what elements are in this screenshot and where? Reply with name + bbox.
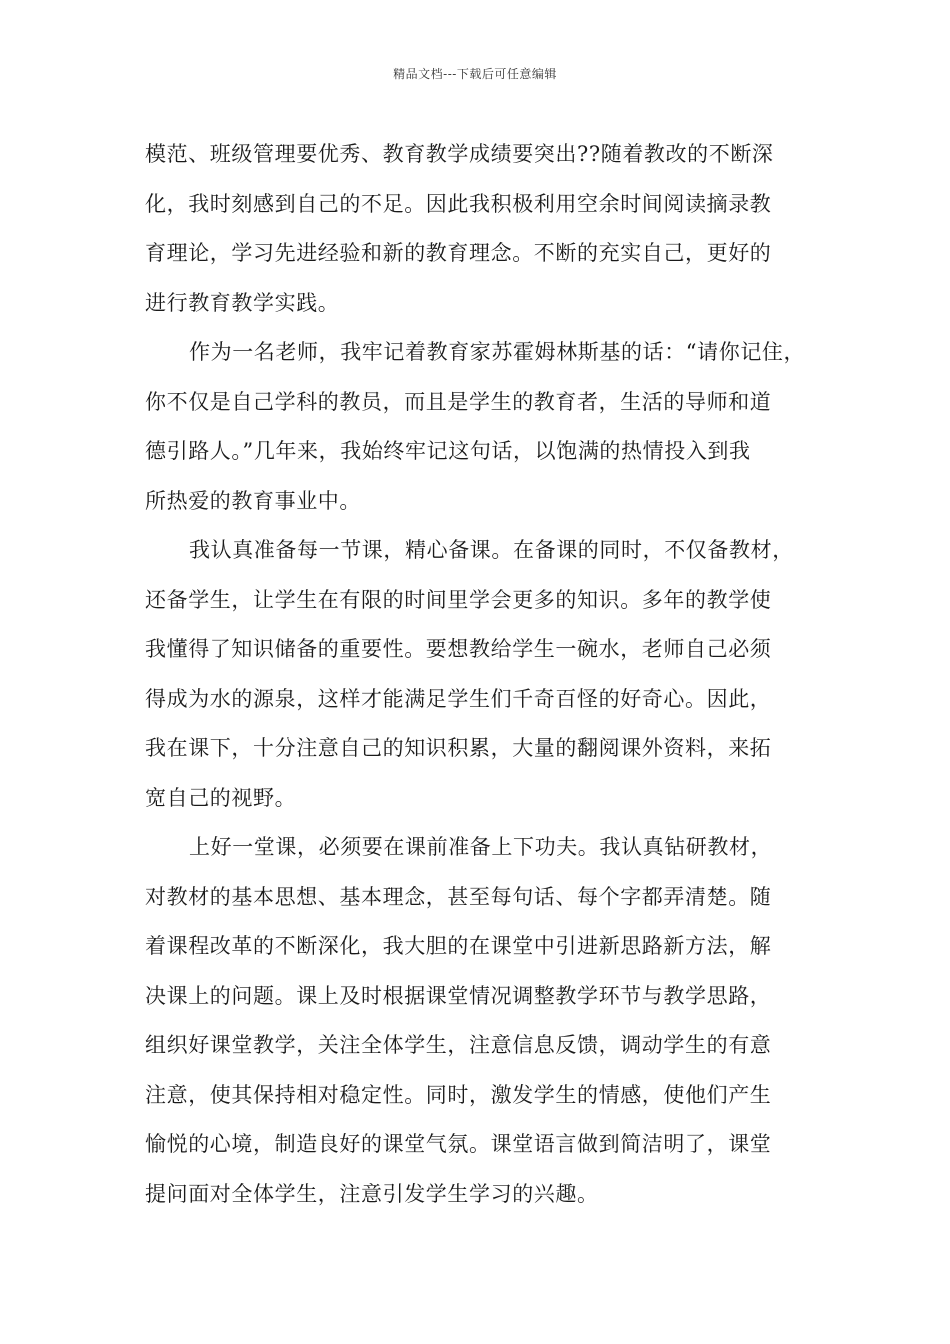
text-line: 还备学生，让学生在有限的时间里学会更多的知识。多年的教学使: [145, 587, 772, 612]
paragraph: [145, 526, 810, 823]
text-line: 愉悦的心境，制造良好的课堂气氛。课堂语言做到简洁明了，课堂: [145, 1132, 772, 1156]
paragraph: [145, 130, 810, 328]
paragraph: [145, 328, 810, 526]
text-line: 着课程改革的不断深化，我大胆的在课堂中引进新思路新方法，解: [145, 934, 772, 958]
text-line: 所热爱的教育事业中。: [145, 488, 361, 513]
text-line: 提问面对全体学生，注意引发学生学习的兴趣。: [145, 1181, 599, 1206]
page-header: 精品文档---下载后可任意编辑: [393, 67, 557, 81]
text-line: 德引路人。”几年来，我始终牢记这句话，以饱满的热情投入到我: [145, 439, 751, 463]
text-line: 进行教育教学实践。: [145, 290, 340, 315]
text-line: 决课上的问题。课上及时根据课堂情况调整教学环节与教学思路，: [145, 983, 772, 1008]
text-line: 模范、班级管理要优秀、教育教学成绩要突出??随着教改的不断深: [145, 142, 774, 166]
text-line: 对教材的基本思想、基本理念，甚至每句话、每个字都弄清楚。随: [145, 884, 772, 909]
text-line: 我懂得了知识储备的重要性。要想教给学生一碗水，老师自己必须: [145, 637, 772, 661]
text-line: 育理论，学习先进经验和新的教育理念。不断的充实自己，更好的: [145, 241, 772, 265]
document-body: [145, 130, 810, 1219]
text-line: 我认真准备每一节课，精心备课。在备课的同时，不仅备教材，: [189, 538, 794, 562]
text-line: 注意，使其保持相对稳定性。同时，激发学生的情感，使他们产生: [145, 1082, 772, 1107]
text-line: 化，我时刻感到自己的不足。因此我积极利用空余时间阅读摘录教: [145, 191, 772, 216]
text-line: 得成为水的源泉，这样才能满足学生们千奇百怪的好奇心。因此，: [145, 686, 772, 711]
text-line: 组织好课堂教学，关注全体学生，注意信息反馈，调动学生的有意: [145, 1033, 772, 1057]
text-line: 作为一名老师，我牢记着教育家苏霍姆林斯基的话：“请你记住，: [189, 340, 806, 364]
text-line: 宽自己的视野。: [145, 785, 297, 810]
paragraph: [145, 823, 810, 1219]
text-line: 我在课下，十分注意自己的知识积累，大量的翻阅课外资料，来拓: [145, 736, 772, 760]
text-line: 上好一堂课，必须要在课前准备上下功夫。我认真钻研教材，: [189, 835, 773, 859]
text-line: 你不仅是自己学科的教员，而且是学生的教育者，生活的导师和道: [145, 389, 772, 414]
